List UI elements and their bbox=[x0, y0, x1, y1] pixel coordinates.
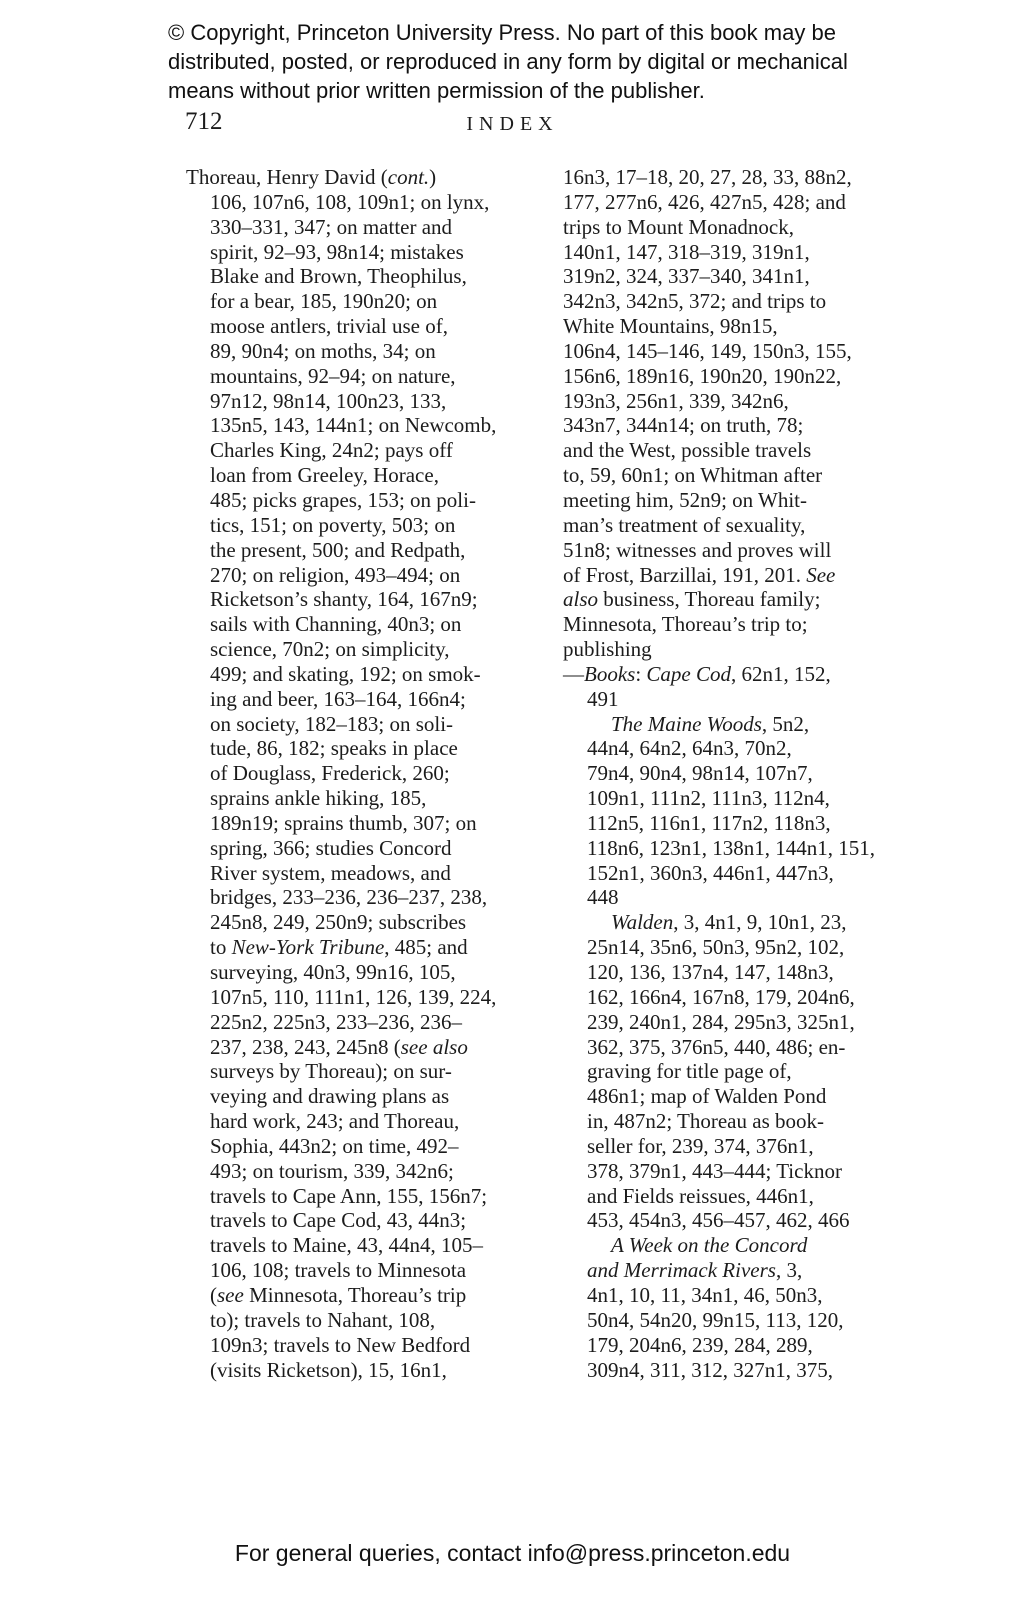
page-number: 712 bbox=[185, 108, 223, 135]
index-line: 239, 240n1, 284, 295n3, 325n1, bbox=[587, 1009, 855, 1034]
index-line: 4n1, 10, 11, 34n1, 46, 50n3, bbox=[587, 1282, 823, 1307]
index-line: 177, 277n6, 426, 427n5, 428; and bbox=[563, 189, 846, 214]
index-line: spring, 366; studies Concord bbox=[210, 835, 452, 860]
index-line: Blake and Brown, Theophilus, bbox=[210, 264, 467, 289]
index-line: 106, 107n6, 108, 109n1; on lynx, bbox=[210, 189, 490, 214]
index-line: 51n8; witnesses and proves will bbox=[563, 537, 832, 562]
index-line: 343n7, 344n14; on truth, 78; bbox=[563, 413, 804, 438]
index-line: 50n4, 54n20, 99n15, 113, 120, bbox=[587, 1307, 844, 1332]
index-line: travels to Cape Cod, 43, 44n3; bbox=[210, 1208, 467, 1233]
index-line: trips to Mount Monadnock, bbox=[563, 214, 794, 239]
index-line: science, 70n2; on simplicity, bbox=[210, 637, 450, 662]
index-line: to, 59, 60n1; on Whitman after bbox=[563, 463, 823, 488]
index-line: 156n6, 189n16, 190n20, 190n22, bbox=[563, 363, 842, 388]
index-line: graving for title page of, bbox=[587, 1059, 792, 1084]
index-line: man’s treatment of sexuality, bbox=[563, 512, 806, 537]
index-line: tics, 151; on poverty, 503; on bbox=[210, 512, 456, 537]
index-line: 193n3, 256n1, 339, 342n6, bbox=[563, 388, 789, 413]
index-line: 44n4, 64n2, 64n3, 70n2, bbox=[587, 736, 792, 761]
index-line: River system, meadows, and bbox=[210, 860, 451, 885]
index-line: 107n5, 110, 111n1, 126, 139, 224, bbox=[210, 984, 497, 1009]
index-line: —Books: Cape Cod, 62n1, 152, bbox=[563, 661, 831, 686]
copyright-line: means without prior written permission of the publisher. bbox=[168, 78, 705, 103]
index-line: 270; on religion, 493–494; on bbox=[210, 562, 461, 587]
index-line: surveys by Thoreau); on sur- bbox=[210, 1059, 452, 1084]
index-line: 118n6, 123n1, 138n1, 144n1, 151, bbox=[587, 835, 875, 860]
index-line: 162, 166n4, 167n8, 179, 204n6, bbox=[587, 984, 855, 1009]
index-line: 140n1, 147, 318–319, 319n1, bbox=[563, 239, 810, 264]
index-line: Thoreau, Henry David (cont.) bbox=[186, 165, 437, 189]
index-line: seller for, 239, 374, 376n1, bbox=[587, 1133, 814, 1158]
index-line: 89, 90n4; on moths, 34; on bbox=[210, 338, 436, 363]
index-line: 189n19; sprains thumb, 307; on bbox=[210, 810, 477, 835]
index-line: 319n2, 324, 337–340, 341n1, bbox=[563, 264, 810, 289]
footer-contact: For general queries, contact info@press.princeton.edu bbox=[234, 1540, 791, 1566]
index-line: spirit, 92–93, 98n14; mistakes bbox=[210, 239, 464, 264]
index-line: ing and beer, 163–164, 166n4; bbox=[210, 686, 466, 711]
index-line: 499; and skating, 192; on smok- bbox=[210, 661, 481, 686]
index-line: 362, 375, 376n5, 440, 486; en- bbox=[587, 1034, 846, 1059]
index-line: bridges, 233–236, 236–237, 238, bbox=[210, 885, 488, 910]
index-line: of Douglass, Frederick, 260; bbox=[210, 761, 450, 786]
running-head-index-title: INDEX bbox=[466, 113, 559, 135]
index-line: 330–331, 347; on matter and bbox=[210, 214, 453, 239]
index-line: for a bear, 185, 190n20; on bbox=[210, 289, 438, 314]
index-line: tude, 86, 182; speaks in place bbox=[210, 736, 458, 761]
index-line: 453, 454n3, 456–457, 462, 466 bbox=[587, 1208, 850, 1233]
index-line: and Fields reissues, 446n1, bbox=[587, 1183, 814, 1208]
index-line: Walden, 3, 4n1, 9, 10n1, 23, bbox=[611, 910, 847, 935]
index-line: 135n5, 143, 144n1; on Newcomb, bbox=[210, 413, 497, 438]
index-line: travels to Maine, 43, 44n4, 105– bbox=[210, 1233, 483, 1258]
index-line: 25n14, 35n6, 50n3, 95n2, 102, bbox=[587, 935, 845, 960]
index-line: travels to Cape Ann, 155, 156n7; bbox=[210, 1183, 488, 1208]
index-line: of Frost, Barzillai, 191, 201. See bbox=[563, 562, 836, 587]
index-line: Minnesota, Thoreau’s trip to; bbox=[563, 612, 808, 637]
copyright-notice bbox=[168, 18, 848, 105]
index-line: 106n4, 145–146, 149, 150n3, 155, bbox=[563, 338, 852, 363]
index-line: 448 bbox=[587, 885, 619, 910]
index-line: moose antlers, trivial use of, bbox=[210, 314, 448, 339]
index-line: hard work, 243; and Thoreau, bbox=[210, 1109, 460, 1134]
index-line: Sophia, 443n2; on time, 492– bbox=[210, 1133, 459, 1158]
index-line: White Mountains, 98n15, bbox=[563, 314, 778, 339]
index-line: 342n3, 342n5, 372; and trips to bbox=[563, 289, 827, 314]
index-line: 106, 108; travels to Minnesota bbox=[210, 1258, 467, 1283]
index-line: veying and drawing plans as bbox=[210, 1084, 450, 1109]
index-line: 491 bbox=[587, 686, 619, 711]
index-line: 179, 204n6, 239, 284, 289, bbox=[587, 1332, 813, 1357]
index-column-right bbox=[539, 165, 889, 1382]
index-line: 378, 379n1, 443–444; Ticknor bbox=[587, 1158, 842, 1183]
index-line: 245n8, 249, 250n9; subscribes bbox=[210, 910, 467, 935]
index-line: 109n3; travels to New Bedford bbox=[210, 1332, 471, 1357]
index-line: and the West, possible travels bbox=[563, 438, 812, 463]
index-line: 493; on tourism, 339, 342n6; bbox=[210, 1158, 454, 1183]
index-line: the present, 500; and Redpath, bbox=[210, 537, 466, 562]
index-line: 120, 136, 137n4, 147, 148n3, bbox=[587, 960, 834, 984]
index-line: sails with Channing, 40n3; on bbox=[210, 612, 462, 637]
index-line: to New-York Tribune, 485; and bbox=[210, 935, 468, 960]
index-line: Charles King, 24n2; pays off bbox=[210, 438, 453, 463]
copyright-line: © Copyright, Princeton University Press. No part of this book may be bbox=[168, 20, 836, 45]
index-line: (visits Ricketson), 15, 16n1, bbox=[210, 1357, 447, 1382]
index-line: 225n2, 225n3, 233–236, 236– bbox=[210, 1009, 462, 1034]
index-line: 97n12, 98n14, 100n23, 133, bbox=[210, 388, 447, 413]
index-line: 109n1, 111n2, 111n3, 112n4, bbox=[587, 786, 830, 811]
index-line: to); travels to Nahant, 108, bbox=[210, 1307, 436, 1332]
index-line: meeting him, 52n9; on Whit- bbox=[563, 487, 808, 512]
index-line: loan from Greeley, Horace, bbox=[210, 463, 439, 488]
index-line: 485; picks grapes, 153; on poli- bbox=[210, 487, 476, 512]
index-line: surveying, 40n3, 99n16, 105, bbox=[210, 960, 456, 984]
index-line: A Week on the Concord bbox=[611, 1233, 808, 1258]
index-line: 152n1, 360n3, 446n1, 447n3, bbox=[587, 860, 834, 885]
index-line: also business, Thoreau family; bbox=[563, 587, 821, 612]
index-column-left bbox=[186, 165, 526, 1382]
index-line: Ricketson’s shanty, 164, 167n9; bbox=[210, 587, 478, 612]
index-line: sprains ankle hiking, 185, bbox=[210, 786, 427, 811]
index-line: on society, 182–183; on soli- bbox=[210, 711, 454, 736]
index-line: 309n4, 311, 312, 327n1, 375, bbox=[587, 1357, 833, 1382]
index-line: 486n1; map of Walden Pond bbox=[587, 1084, 827, 1109]
index-line: The Maine Woods, 5n2, bbox=[611, 711, 810, 736]
index-line: mountains, 92–94; on nature, bbox=[210, 363, 456, 388]
index-line: in, 487n2; Thoreau as book- bbox=[587, 1109, 824, 1134]
index-line: 237, 238, 243, 245n8 (see also bbox=[210, 1034, 468, 1059]
index-line: 79n4, 90n4, 98n14, 107n7, bbox=[587, 761, 813, 786]
index-line: 16n3, 17–18, 20, 27, 28, 33, 88n2, bbox=[563, 165, 852, 189]
copyright-line: distributed, posted, or reproduced in any form by digital or mechanical bbox=[168, 49, 848, 74]
index-line: publishing bbox=[563, 637, 652, 662]
index-line: 112n5, 116n1, 117n2, 118n3, bbox=[587, 810, 831, 835]
index-line: and Merrimack Rivers, 3, bbox=[587, 1258, 803, 1283]
index-line: (see Minnesota, Thoreau’s trip bbox=[210, 1282, 467, 1307]
